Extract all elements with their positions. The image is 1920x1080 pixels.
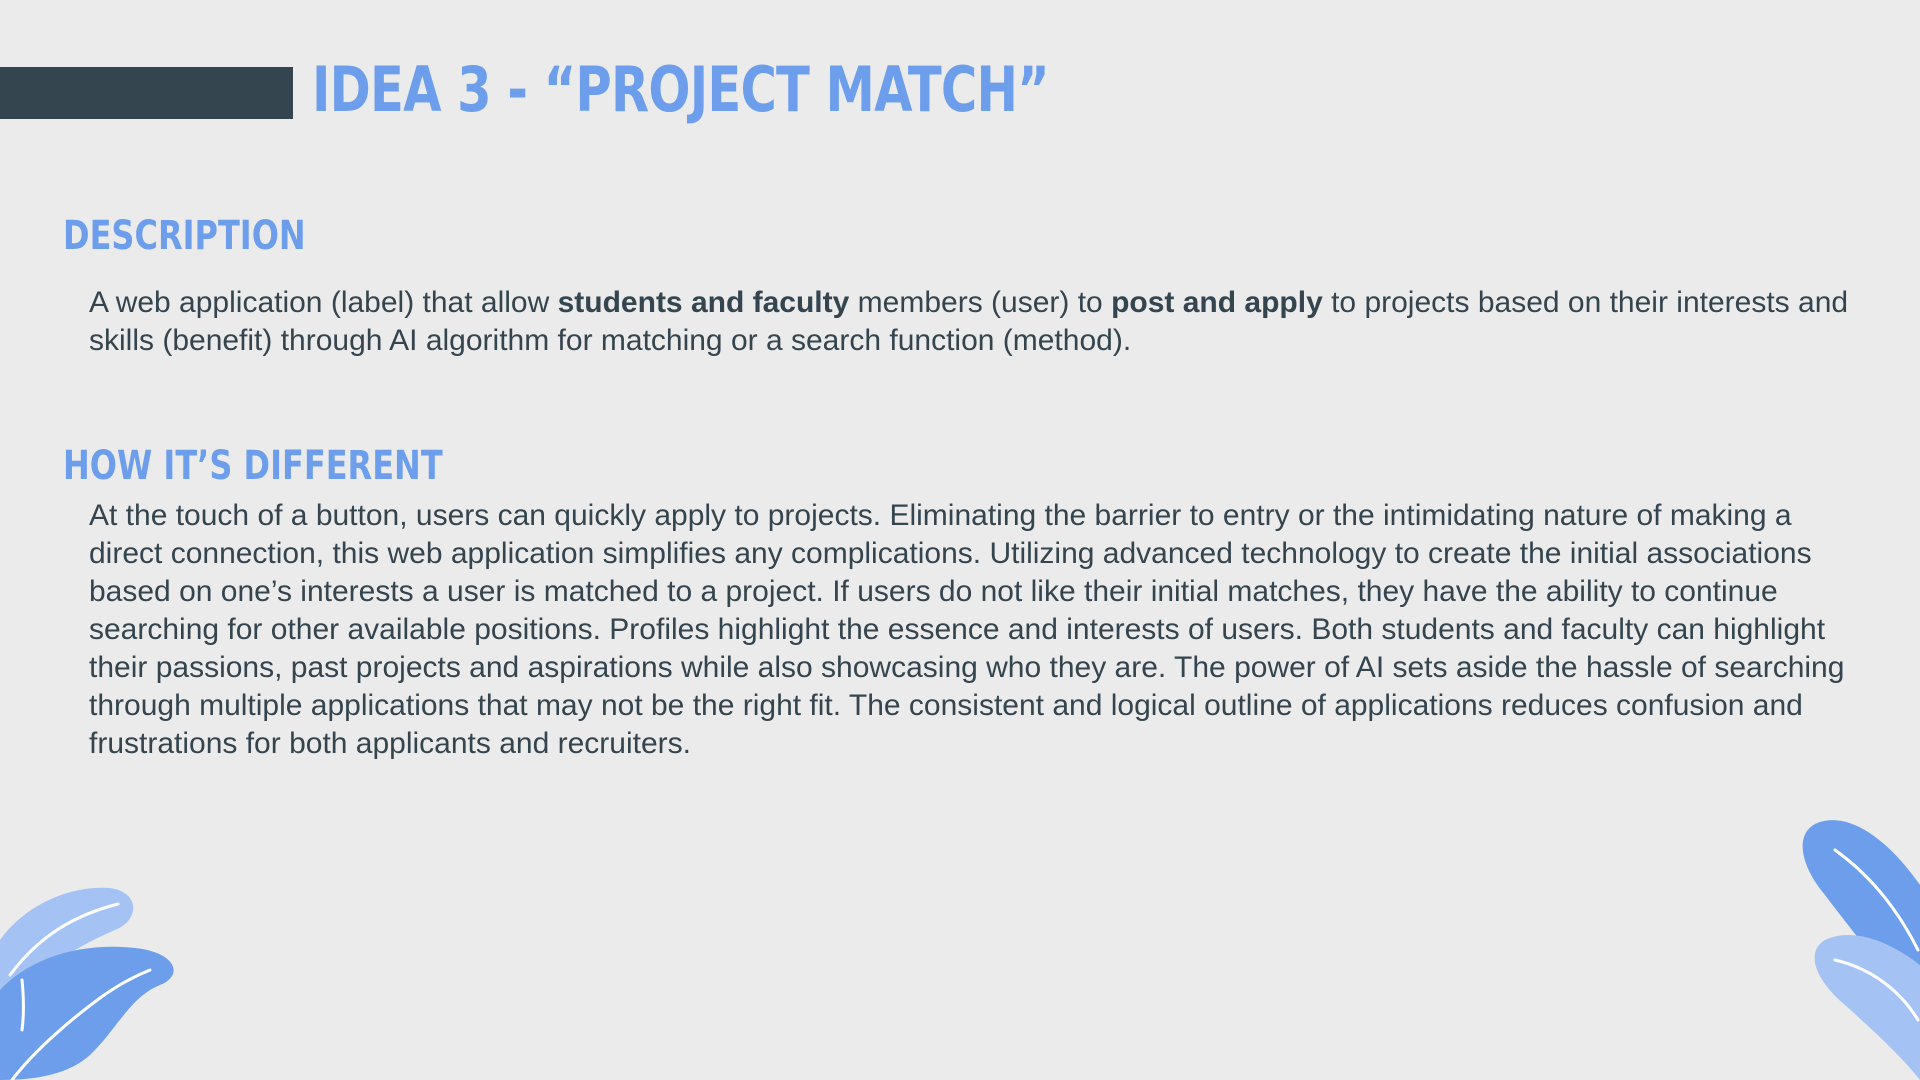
description-text-part: A web application (label) that allow bbox=[89, 286, 558, 319]
description-text-part: members (user) to bbox=[849, 286, 1112, 319]
description-emphasis-action: post and apply bbox=[1111, 286, 1323, 319]
description-emphasis-users: students and faculty bbox=[557, 286, 850, 319]
description-text-part: to projects based on their interests and skills (benefit) through AI algorithm for matching or a search function (method). bbox=[89, 286, 1849, 357]
leaf-decoration-bottom-right bbox=[1740, 810, 1920, 1080]
leaf-decoration-bottom-left bbox=[0, 880, 200, 1080]
difference-heading: HOW IT’S DIFFERENT bbox=[63, 443, 443, 489]
description-text bbox=[89, 284, 1849, 360]
slide-title: IDEA 3 - “PROJECT MATCH” bbox=[312, 53, 1049, 126]
difference-text: At the touch of a button, users can quickly apply to projects. Eliminating the barrier to entry or the intimidating nature of making a direct connection, this web application simplifies any complications. Utilizing advanced technology to create the initial associations based on one’s interests a user is matched to a project. If users do not like their initial matches, they have the ability to continue searching for other available positions. Profiles highlight the essence and interests of users. Both students and faculty can highlight their passions, past projects and aspirations while also showcasing who they are. The power of AI sets aside the hassle of searching through multiple applications that may not be the right fit. The consistent and logical outline of applications reduces confusion and frustrations for both applicants and recruiters. bbox=[89, 499, 1845, 760]
leaf-icon bbox=[0, 888, 174, 1080]
leaf-icon bbox=[1803, 820, 1920, 1080]
title-accent-bar bbox=[0, 67, 293, 119]
description-heading: DESCRIPTION bbox=[63, 213, 306, 259]
